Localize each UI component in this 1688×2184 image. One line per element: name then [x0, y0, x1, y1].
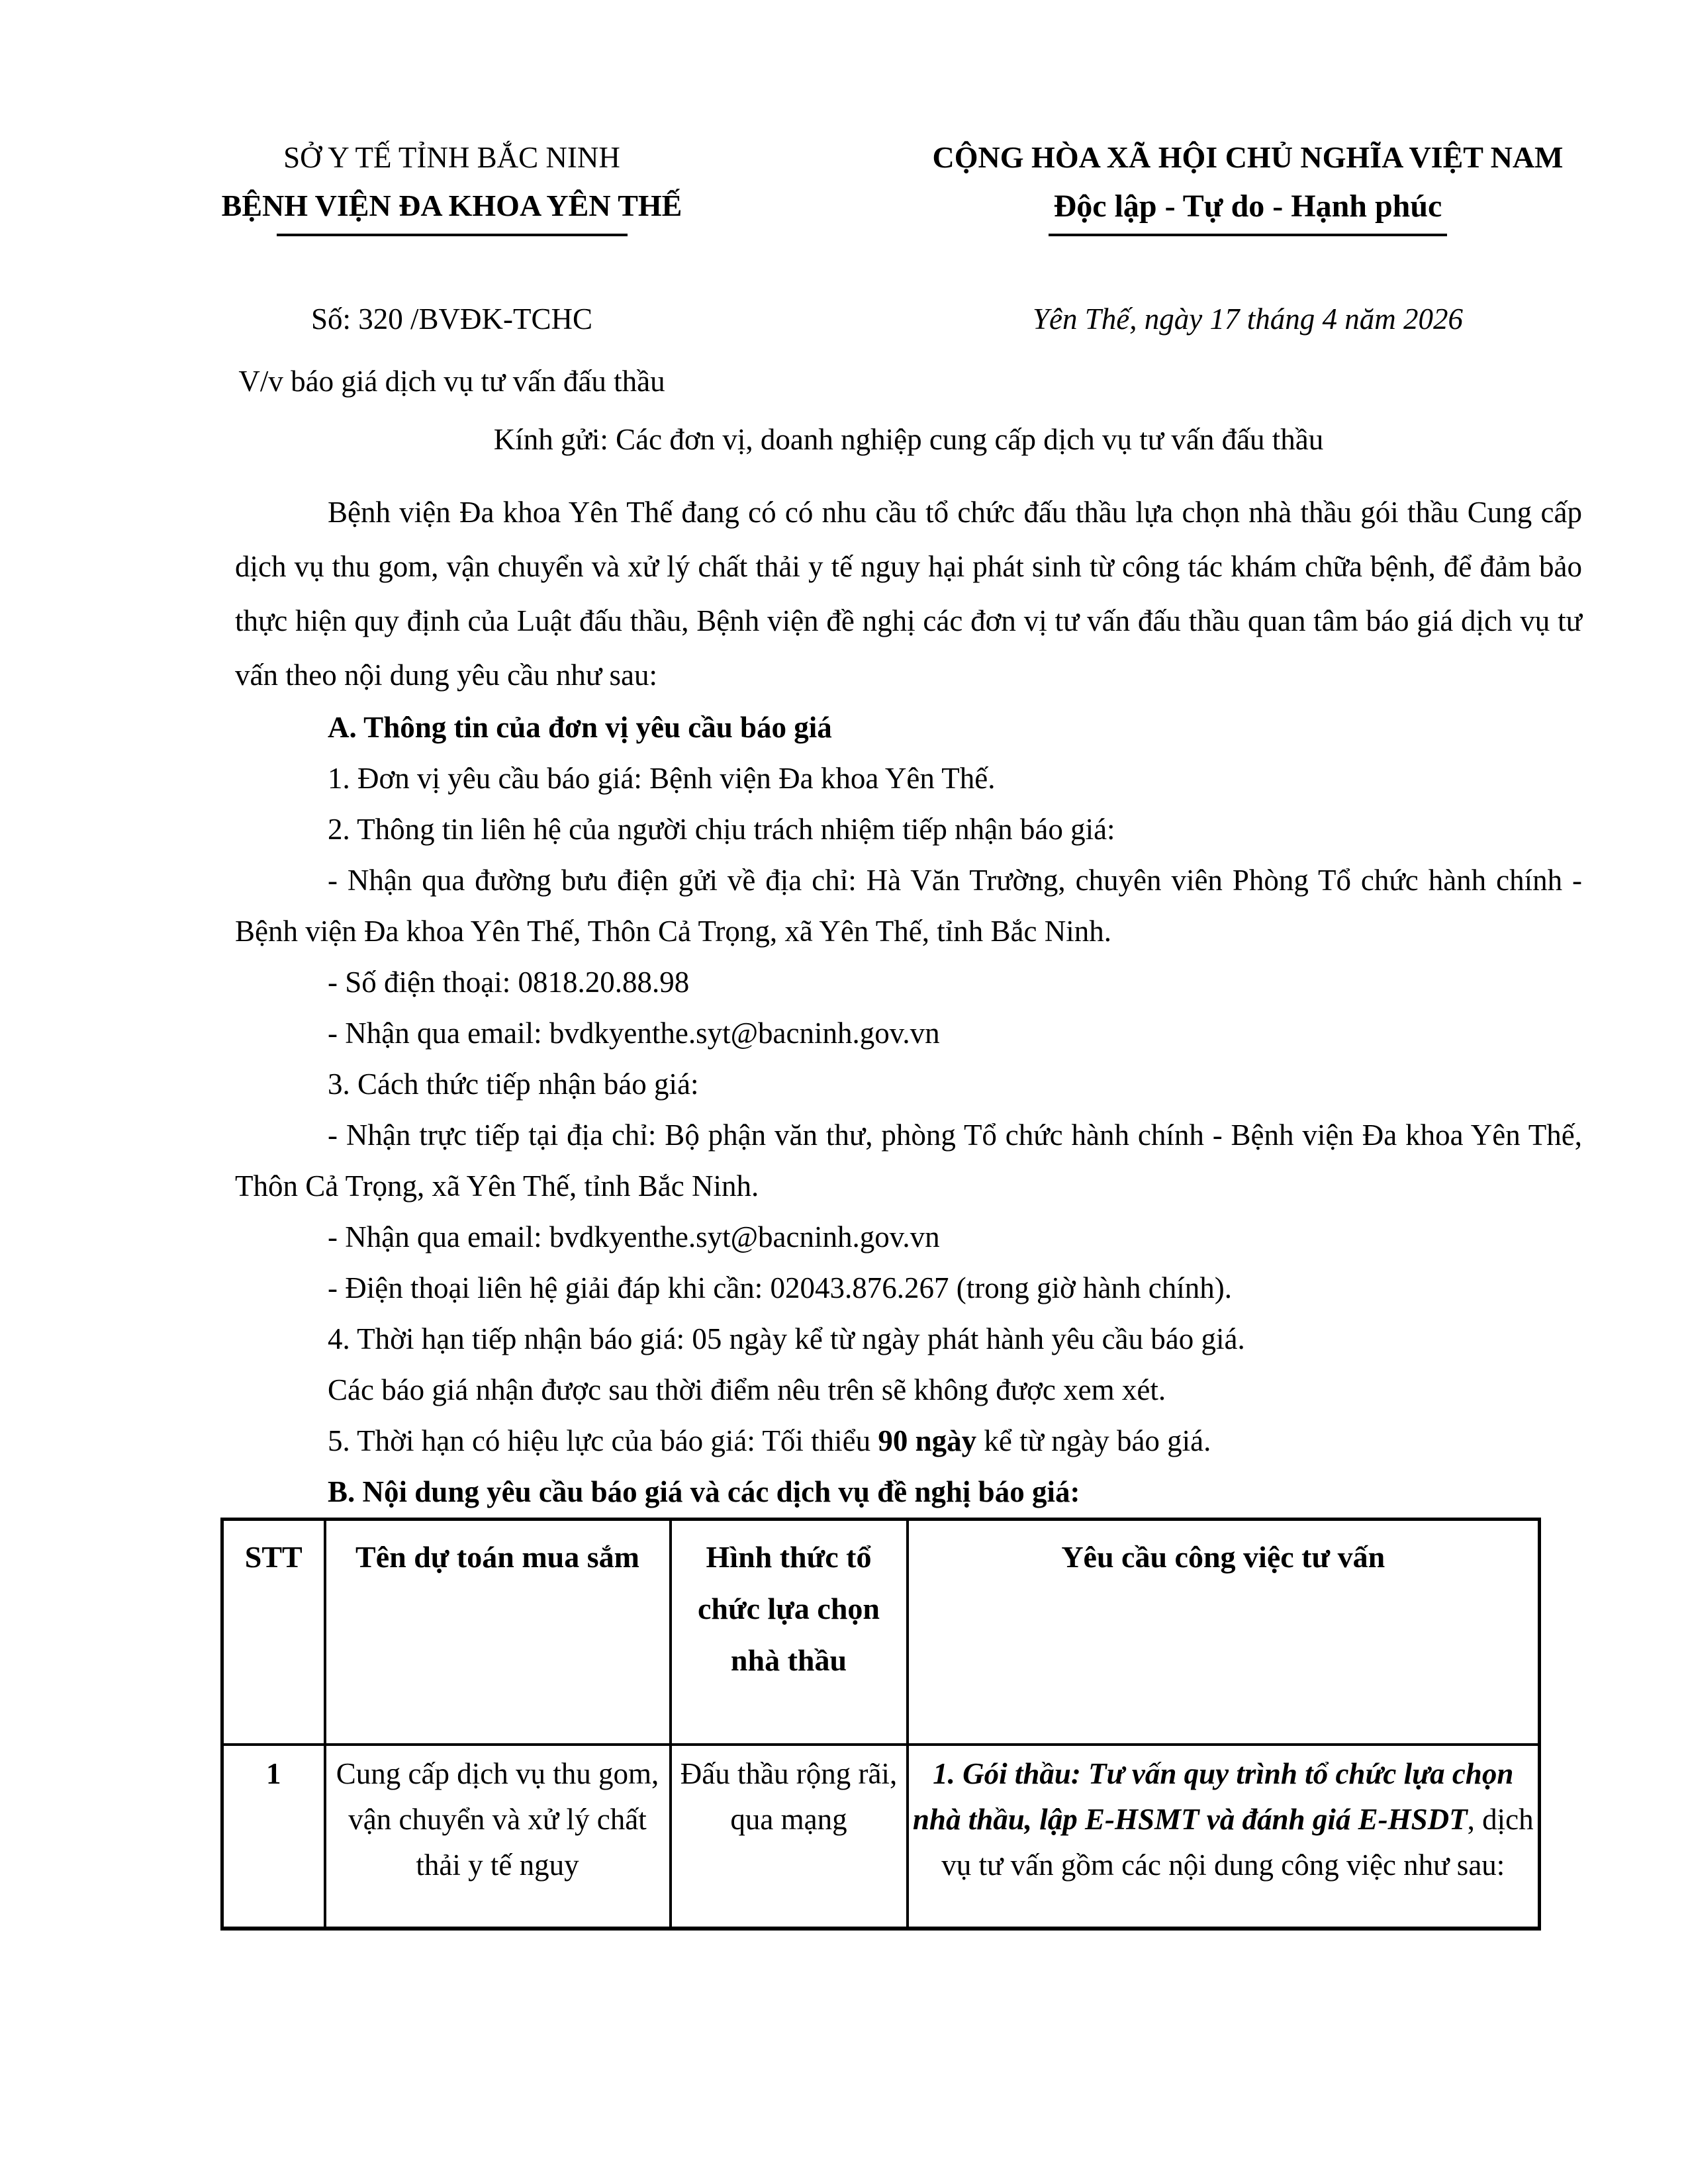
salutation: Kính gửi: Các đơn vị, doanh nghiệp cung cấp dịch vụ tư vấn đấu thầu	[493, 423, 1324, 456]
item-direct-address: - Nhận trực tiếp tại địa chỉ: Bộ phận văn thư, phòng Tổ chức hành chính - Bệnh viện Đa khoa Yên Thế, Thôn Cả Trọng, xã Yên Thế, tỉnh Bắc Ninh.	[235, 1118, 1582, 1203]
item-support-phone: - Điện thoại liên hệ giải đáp khi cần: 02043.876.267 (trong giờ hành chính).	[328, 1271, 1232, 1304]
section-a	[235, 702, 1582, 1518]
issuing-org-block	[172, 136, 731, 236]
doc-subject: V/v báo giá dịch vụ tư vấn đấu thầu	[238, 365, 665, 398]
national-header-block	[914, 136, 1582, 236]
item-validity-suffix: kể từ ngày báo giá.	[976, 1424, 1211, 1457]
item-phone: - Số điện thoại: 0818.20.88.98	[328, 966, 690, 999]
item-requesting-unit: 1. Đơn vị yêu cầu báo giá: Bệnh viện Đa khoa Yên Thế.	[328, 762, 996, 795]
item-email: - Nhận qua email: bvdkyenthe.syt@bacninh.gov.vn	[328, 1017, 940, 1050]
org-name-rule	[277, 234, 628, 236]
national-motto: Độc lập - Tự do - Hạnh phúc	[1049, 182, 1448, 236]
reference-row	[172, 288, 1582, 412]
cell-requirement-lead: 1. Gói thầu: Tư vấn quy trình tổ chức lựa chọn nhà thầu, lập E-HSMT và đánh giá E-HSDT	[912, 1756, 1514, 1836]
parent-org-name: SỞ Y TẾ TỈNH BẮC NINH	[283, 141, 620, 174]
intro-paragraph: Bệnh viện Đa khoa Yên Thế đang có có nhu cầu tổ chức đấu thầu lựa chọn nhà thầu gói thầu Cung cấp dịch vụ thu gom, vận chuyển và xử lý chất thải y tế nguy hại phát sinh từ công tác khám chữa bệnh, để đảm bảo thực hiện quy định của Luật đấu thầu, Bệnh viện đề nghị các đơn vị tư vấn đấu thầu quan tâm báo giá dịch vụ tư vấn theo nội dung yêu cầu như sau:	[235, 496, 1582, 692]
doc-number: Số: 320 /BVĐK-TCHC	[310, 302, 593, 336]
section-a-heading: A. Thông tin của đơn vị yêu cầu báo giá	[328, 711, 832, 744]
motto-wrap	[914, 179, 1582, 236]
item-email-2: - Nhận qua email: bvdkyenthe.syt@bacninh.gov.vn	[328, 1220, 940, 1253]
quotation-table	[220, 1518, 1541, 1931]
cell-stt: 1	[222, 1745, 325, 1929]
item-validity	[235, 1416, 1582, 1467]
table-row	[222, 1745, 1540, 1929]
cell-requirement	[908, 1745, 1540, 1929]
table-header-row	[222, 1520, 1540, 1745]
col-header-name: Tên dự toán mua sắm	[325, 1520, 671, 1745]
item-receiving-method: 3. Cách thức tiếp nhận báo giá:	[328, 1068, 699, 1101]
col-header-requirement: Yêu cầu công việc tư vấn	[908, 1520, 1540, 1745]
item-validity-prefix: 5. Thời hạn có hiệu lực của báo giá: Tối thiểu	[328, 1424, 878, 1457]
cell-selection-method: Đấu thầu rộng rãi, qua mạng	[671, 1745, 908, 1929]
document-header	[172, 136, 1582, 236]
item-postal-address: - Nhận qua đường bưu điện gửi về địa chỉ: Hà Văn Trường, chuyên viên Phòng Tổ chức hành chính - Bệnh viện Đa khoa Yên Thế, Thôn Cả Trọng, xã Yên Thế, tỉnh Bắc Ninh.	[235, 864, 1582, 948]
section-b-heading: B. Nội dung yêu cầu báo giá và các dịch vụ đề nghị báo giá:	[328, 1475, 1080, 1508]
item-deadline-note: Các báo giá nhận được sau thời điểm nêu trên sẽ không được xem xét.	[328, 1373, 1166, 1406]
col-header-stt: STT	[222, 1520, 325, 1745]
col-header-method: Hình thức tổ chức lựa chọn nhà thầu	[671, 1520, 908, 1745]
org-name: BỆNH VIỆN ĐA KHOA YÊN THẾ	[221, 189, 682, 222]
place-date-block	[914, 288, 1582, 412]
item-validity-duration: 90 ngày	[878, 1424, 977, 1457]
cell-requirement-rest: , dịch vụ tư vấn gồm các nội dung công việc như sau:	[941, 1802, 1534, 1882]
doc-reference-block	[172, 288, 731, 412]
item-deadline: 4. Thời hạn tiếp nhận báo giá: 05 ngày kể từ ngày phát hành yêu cầu báo giá.	[328, 1322, 1245, 1355]
item-contact-info: 2. Thông tin liên hệ của người chịu trách nhiệm tiếp nhận báo giá:	[328, 813, 1115, 846]
place-date-line: Yên Thế, ngày 17 tháng 4 năm 2026	[1033, 302, 1463, 336]
country-title: CỘNG HÒA XÃ HỘI CHỦ NGHĨA VIỆT NAM	[932, 140, 1564, 174]
cell-procurement-name: Cung cấp dịch vụ thu gom, vận chuyển và xử lý chất thải y tế nguy	[325, 1745, 671, 1929]
